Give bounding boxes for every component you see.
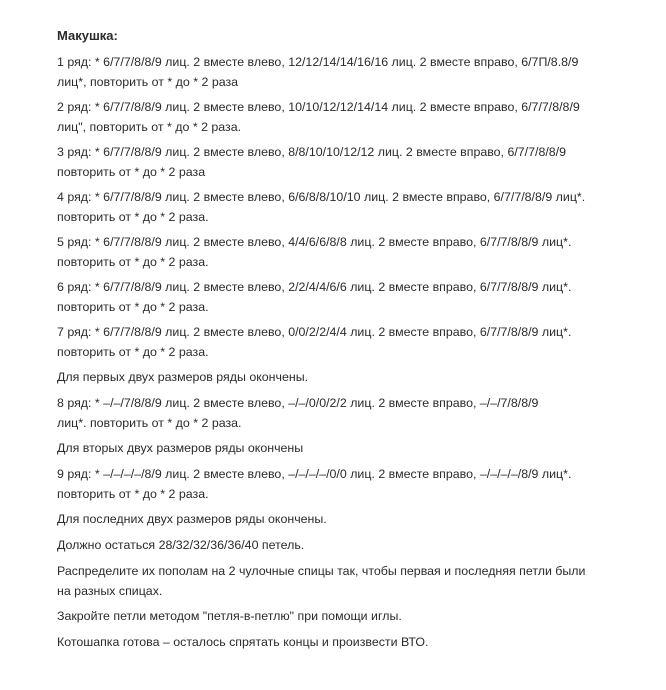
row-2-instruction: 2 ряд: * 6/7/7/8/8/9 лиц. 2 вместе влево, 10/10/12/12/14/14 лиц. 2 вместе вправо, 6/7/7/8/8/9 лиц", повторить от * до * 2 раза. xyxy=(57,100,580,134)
document-body xyxy=(57,26,617,657)
row-8-instruction: 8 ряд: * –/–/7/8/8/9 лиц. 2 вместе влево, –/–/0/0/2/2 лиц. 2 вместе вправо, –/–/7/8/8/9 лиц*. повторить от * до * 2 раза. xyxy=(57,396,539,430)
row-1-instruction: 1 ряд: * 6/7/7/8/8/9 лиц. 2 вместе влево, 12/12/14/14/16/16 лиц. 2 вместе вправо, 6/7П/8.8/9 лиц*, повторить от * до * 2 раза xyxy=(57,55,579,89)
stitches-remaining-note: Должно остаться 28/32/32/36/36/40 петель. xyxy=(57,538,305,552)
row-6-instruction: 6 ряд: * 6/7/7/8/8/9 лиц. 2 вместе влево, 2/2/4/4/6/6 лиц. 2 вместе вправо, 6/7/7/8/8/9 лиц*. повторить от * до * 2 раза. xyxy=(57,280,572,314)
close-stitches-instruction: Закройте петли методом "петля-в-петлю" при помощи иглы. xyxy=(57,609,402,623)
row-7-instruction: 7 ряд: * 6/7/7/8/8/9 лиц. 2 вместе влево, 0/0/2/2/4/4 лиц. 2 вместе вправо, 6/7/7/8/8/9 лиц*. повторить от * до * 2 раза. xyxy=(57,325,572,359)
distribute-stitches-instruction: Распределите их пополам на 2 чулочные спицы так, чтобы первая и последняя петли были на разных спицах. xyxy=(57,564,586,598)
row-9-instruction: 9 ряд: * –/–/–/–/8/9 лиц. 2 вместе влево, –/–/–/–/0/0 лиц. 2 вместе вправо, –/–/–/–/8/9 лиц*. повторить от * до * 2 раза. xyxy=(57,467,572,501)
note-second-sizes-done: Для вторых двух размеров ряды окончены xyxy=(57,441,304,455)
row-5-instruction: 5 ряд: * 6/7/7/8/8/9 лиц. 2 вместе влево, 4/4/6/6/8/8 лиц. 2 вместе вправо, 6/7/7/8/8/9 лиц*. повторить от * до * 2 раза. xyxy=(57,235,572,269)
section-heading: Макушка: xyxy=(57,28,118,43)
finishing-note: Котошапка готова – осталось спрятать концы и произвести ВТО. xyxy=(57,635,429,649)
row-3-instruction: 3 ряд: * 6/7/7/8/8/9 лиц. 2 вместе влево, 8/8/10/10/12/12 лиц. 2 вместе вправо, 6/7/7/8/8/9 повторить от * до * 2 раза xyxy=(57,145,567,179)
row-4-instruction: 4 ряд: * 6/7/7/8/8/9 лиц. 2 вместе влево, 6/6/8/8/10/10 лиц. 2 вместе вправо, 6/7/7/8/8/9 лиц*. повторить от * до * 2 раза. xyxy=(57,190,586,224)
note-last-sizes-done: Для последних двух размеров ряды окончены. xyxy=(57,512,327,526)
note-first-sizes-done: Для первых двух размеров ряды окончены. xyxy=(57,370,309,384)
